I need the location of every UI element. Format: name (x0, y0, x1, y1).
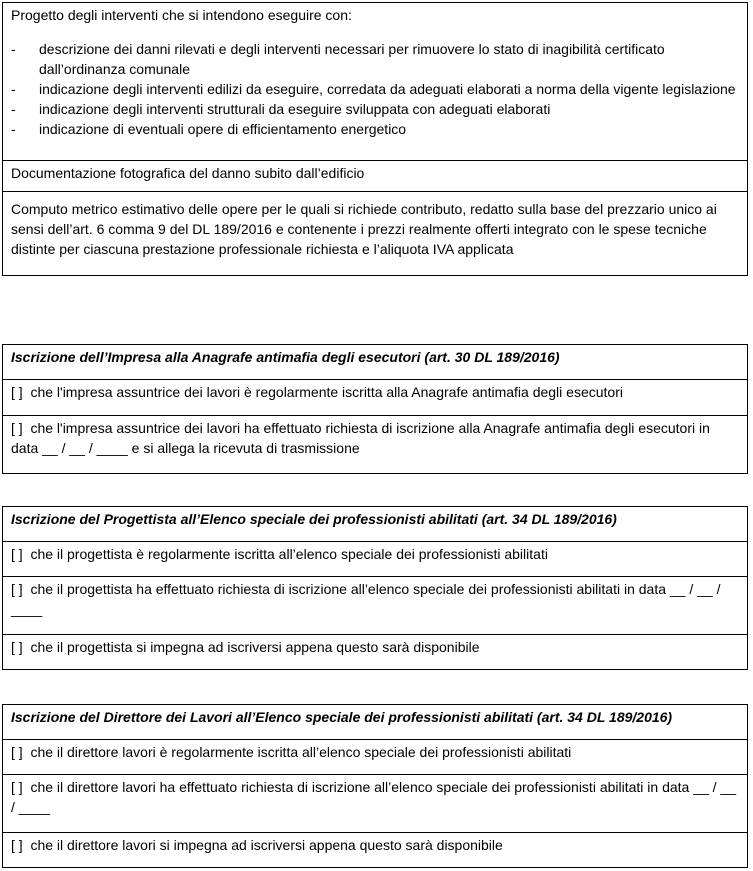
progettista-option-text: che il progettista si impegna ad iscriversi appena questo sarà disponibile (30, 639, 480, 655)
bullet-dash: - (11, 101, 16, 117)
progettista-option-text: che il progettista ha effettuato richiesta di iscrizione all’elenco speciale dei professionisti abilitati in data __ / __ / ____ (11, 581, 721, 617)
progettista-title-row (3, 507, 747, 541)
checkbox[interactable]: [ ] (11, 744, 27, 760)
bullet-text: descrizione dei danni rilevati e degli interventi necessari per rimuovere lo stato di inagibilità certificato dall’ordinanza comunale (39, 41, 665, 77)
project-bullet (11, 39, 739, 79)
checkbox[interactable]: [ ] (11, 639, 27, 655)
bullet-text: indicazione degli interventi edilizi da eseguire, corredata da adeguati elaborati a norma della vigente legislazione (39, 81, 736, 97)
bullet-dash: - (11, 121, 16, 137)
project-bullet (11, 119, 739, 139)
direttore-title-row (3, 705, 747, 739)
checkbox[interactable]: [ ] (11, 581, 27, 597)
computo-row (3, 191, 747, 275)
direttore-option-row (3, 739, 747, 774)
impresa-option-row (3, 415, 747, 473)
project-intro: Progetto degli interventi che si intendono eseguire con: (11, 7, 352, 23)
direttore-option-row (3, 774, 747, 832)
direttore-option-text: che il direttore lavori è regolarmente iscritta all’elenco speciale dei professionisti abilitati (30, 744, 572, 760)
progettista-option-row (3, 576, 747, 634)
project-bullet (11, 99, 739, 119)
checkbox[interactable]: [ ] (11, 384, 27, 400)
photo-doc-row (3, 160, 747, 191)
bullet-text: indicazione di eventuali opere di efficientamento energetico (39, 121, 407, 137)
impresa-title: Iscrizione dell’Impresa alla Anagrafe antimafia degli esecutori (art. 30 DL 189/2016) (11, 349, 560, 365)
impresa-option-text: che l'impresa assuntrice dei lavori ha effettuato richiesta di iscrizione alla Anagrafe antimafia degli esecutori in data __ / __ / ____ e si allega la ricevuta di trasmissione (11, 420, 710, 456)
checkbox[interactable]: [ ] (11, 779, 27, 795)
progettista-option-row (3, 541, 747, 576)
direttore-option-text: che il direttore lavori ha effettuato richiesta di iscrizione all’elenco speciale dei professionisti abilitati in data __ / __ / ____ (11, 779, 737, 815)
checkbox[interactable]: [ ] (11, 546, 27, 562)
bullet-text: indicazione degli interventi strutturali da eseguire sviluppata con adeguati elaborati (39, 101, 551, 117)
progettista-option-row (3, 634, 747, 669)
bullet-dash: - (11, 41, 16, 57)
direttore-option-text: che il direttore lavori si impegna ad iscriversi appena questo sarà disponibile (30, 837, 503, 853)
impresa-title-row (3, 345, 747, 379)
direttore-table (2, 704, 748, 868)
impresa-table (2, 344, 748, 474)
progettista-title: Iscrizione del Progettista all’Elenco speciale dei professionisti abilitati (art. 34 DL 189/2016) (11, 511, 617, 527)
checkbox[interactable]: [ ] (11, 420, 27, 436)
direttore-option-row (3, 832, 747, 867)
project-bullet (11, 79, 739, 99)
progettista-option-text: che il progettista è regolarmente iscritta all’elenco speciale dei professionisti abilitati (30, 546, 548, 562)
computo-text: Computo metrico estimativo delle opere per le quali si richiede contributo, redatto sulla base del prezzario unico ai sensi dell’art. 6 comma 9 del DL 189/2016 e contenente i prezzi realmente offerti integrato con le spese tecniche distinte per ciascuna prestazione professionale richiesta e l’aliquota IVA applicata (11, 201, 717, 257)
impresa-option-text: che l'impresa assuntrice dei lavori è regolarmente iscritta alla Anagrafe antimafia degli esecutori (30, 384, 623, 400)
progettista-table (2, 506, 748, 670)
checkbox[interactable]: [ ] (11, 837, 27, 853)
photo-doc-text: Documentazione fotografica del danno subito dall’edificio (11, 165, 365, 181)
impresa-option-row (3, 379, 747, 415)
project-row (3, 3, 747, 160)
direttore-title: Iscrizione del Direttore dei Lavori all’Elenco speciale dei professionisti abilitati (art. 34 DL 189/2016) (11, 709, 673, 725)
bullet-dash: - (11, 81, 16, 97)
project-docs-table (2, 2, 748, 276)
